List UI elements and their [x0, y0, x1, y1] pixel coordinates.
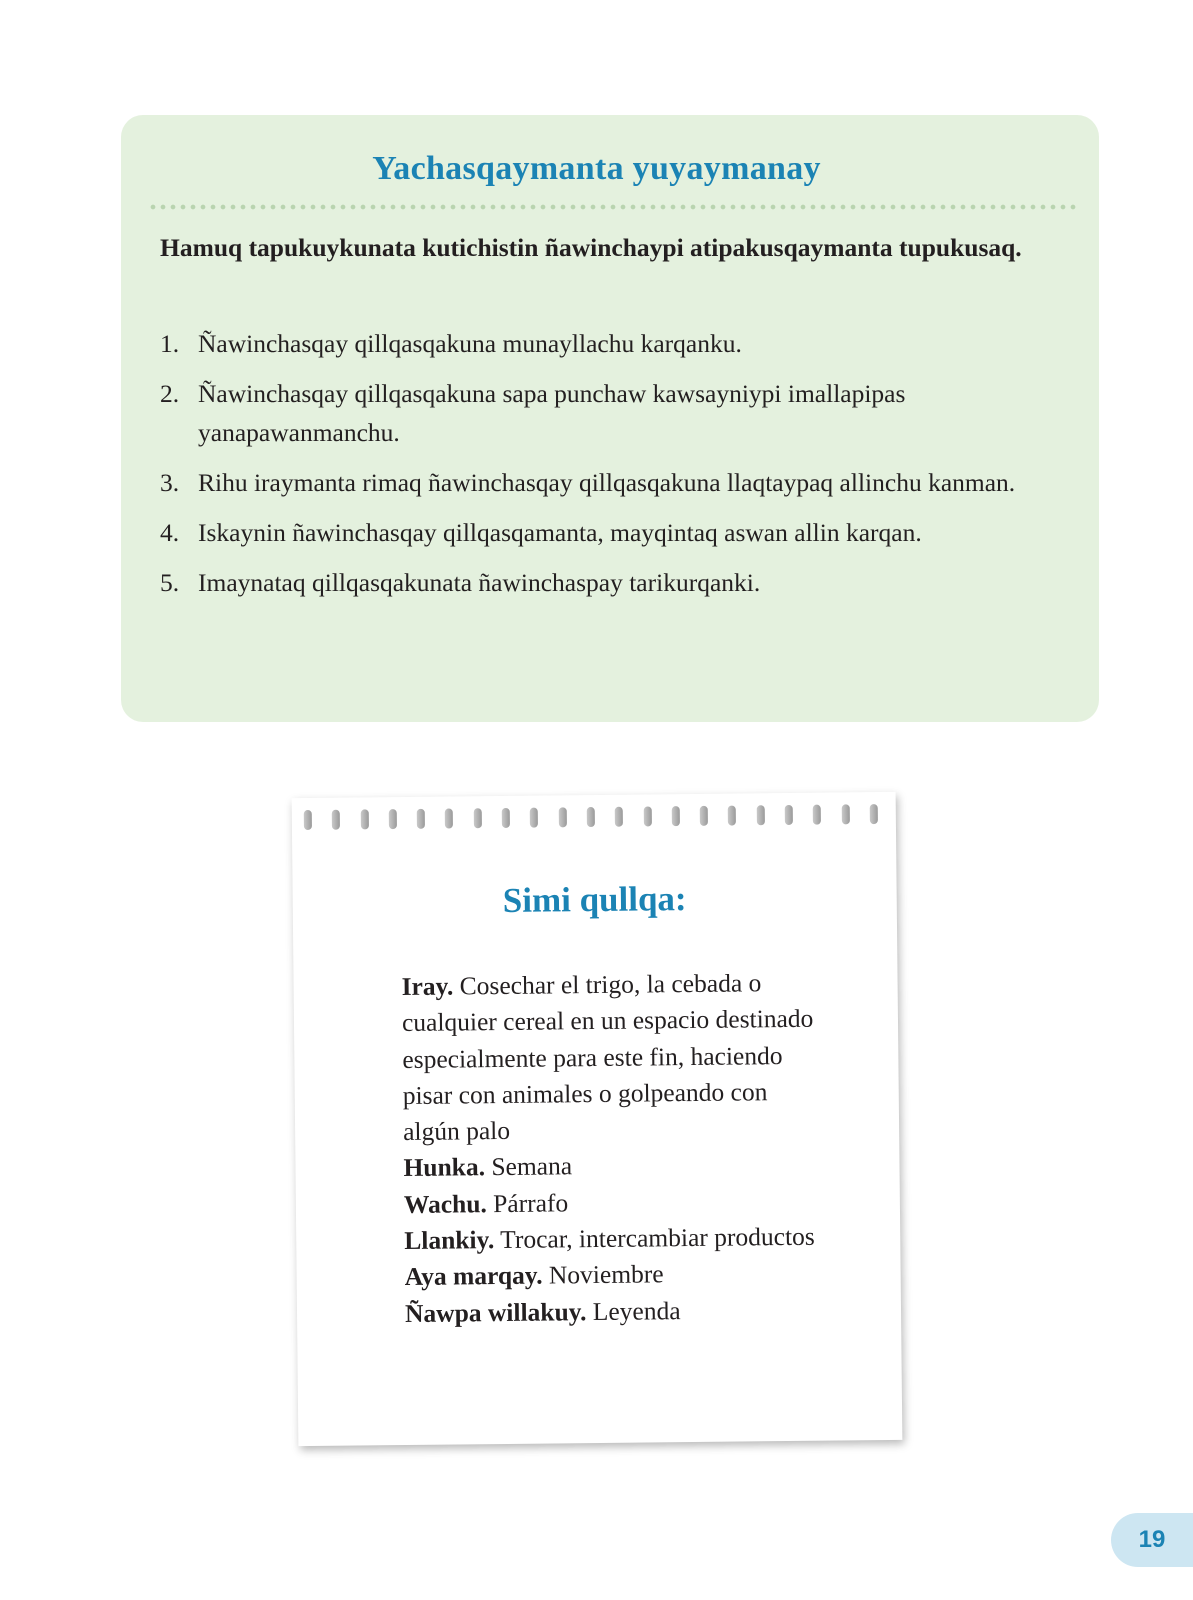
glossary-term: Wachu. — [403, 1188, 487, 1219]
glossary-term: Ñawpa willakuy. — [404, 1296, 587, 1328]
binding-hole-icon — [558, 807, 566, 827]
binding-hole-icon — [700, 806, 708, 826]
glossary-title: Simi qullqa: — [502, 879, 687, 920]
glossary-entry — [401, 965, 823, 1151]
binding-hole-icon — [813, 805, 821, 825]
glossary-definition: Noviembre — [548, 1259, 664, 1290]
binding-hole-icon — [870, 804, 878, 824]
glossary-term: Aya marqay. — [404, 1260, 543, 1292]
glossary-definition: Trocar, intercambiar productos — [500, 1221, 815, 1255]
glossary-definition: Semana — [491, 1151, 573, 1182]
glossary-term: Iray. — [401, 971, 454, 1002]
binding-hole-icon — [474, 808, 482, 828]
binding-hole-icon — [587, 807, 595, 827]
glossary-definition: Párrafo — [493, 1188, 569, 1218]
glossary-term: Llankiy. — [404, 1225, 495, 1256]
glossary-term: Hunka. — [403, 1152, 486, 1183]
question-text: Iskaynin ñawinchasqay qillqasqamanta, mayqintaq aswan allin karqan. — [198, 518, 922, 547]
question-item — [160, 513, 1090, 552]
question-number: 2. — [160, 379, 180, 408]
glossary-entry — [403, 1146, 823, 1187]
question-item — [160, 324, 1090, 363]
glossary-entry — [404, 1182, 824, 1223]
glossary-list — [401, 965, 825, 1332]
binding-hole-icon — [304, 810, 312, 830]
glossary-definition: Cosechar el trigo, la cebada o cualquier cereal en un espacio destinado especialmente para este fin, haciendo pisar con animales o golpeando con algún palo — [401, 968, 814, 1147]
question-list — [160, 324, 1090, 613]
glossary-definition: Leyenda — [592, 1295, 681, 1326]
notepad-sheet — [292, 792, 903, 1446]
binding-hole-icon — [672, 806, 680, 826]
binding-hole-icon — [643, 806, 651, 826]
binding-hole-icon — [502, 808, 510, 828]
binding-hole-icon — [841, 804, 849, 824]
glossary-entry — [405, 1291, 825, 1332]
question-number: 4. — [160, 518, 180, 547]
activity-instruction: Hamuq tapukuykunata kutichistin ñawinchaypi atipakusqaymanta tupukusaq. — [160, 233, 1022, 262]
binding-hole-icon — [530, 808, 538, 828]
question-text: Rihu iraymanta rimaq ñawinchasqay qillqasqakuna llaqtaypaq allinchu kanman. — [198, 468, 1016, 497]
question-item — [160, 463, 1090, 502]
binding-hole-icon — [756, 805, 764, 825]
binding-hole-icon — [417, 809, 425, 829]
question-item — [160, 374, 1090, 452]
question-number: 5. — [160, 568, 180, 597]
question-number: 1. — [160, 329, 180, 358]
question-item — [160, 563, 1090, 602]
spiral-holes — [304, 798, 878, 834]
binding-hole-icon — [615, 807, 623, 827]
binding-hole-icon — [389, 809, 397, 829]
question-number: 3. — [160, 468, 180, 497]
glossary-entry — [404, 1255, 824, 1296]
binding-hole-icon — [360, 809, 368, 829]
binding-hole-icon — [332, 810, 340, 830]
binding-hole-icon — [785, 805, 793, 825]
activity-title: Yachasqaymanta yuyaymanay — [372, 150, 821, 187]
question-text: Ñawinchasqay qillqasqakuna sapa punchaw kawsayniypi imallapipas yanapawanmanchu. — [198, 379, 906, 447]
question-text: Imaynataq qillqasqakunata ñawinchaspay tarikurqanki. — [198, 568, 761, 597]
dotted-divider — [148, 203, 1076, 211]
glossary-note — [292, 792, 903, 1446]
question-text: Ñawinchasqay qillqasqakuna munayllachu karqanku. — [198, 329, 742, 358]
binding-hole-icon — [728, 806, 736, 826]
binding-hole-icon — [445, 808, 453, 828]
page-number-badge: 19 — [1111, 1513, 1193, 1567]
glossary-entry — [404, 1219, 824, 1260]
